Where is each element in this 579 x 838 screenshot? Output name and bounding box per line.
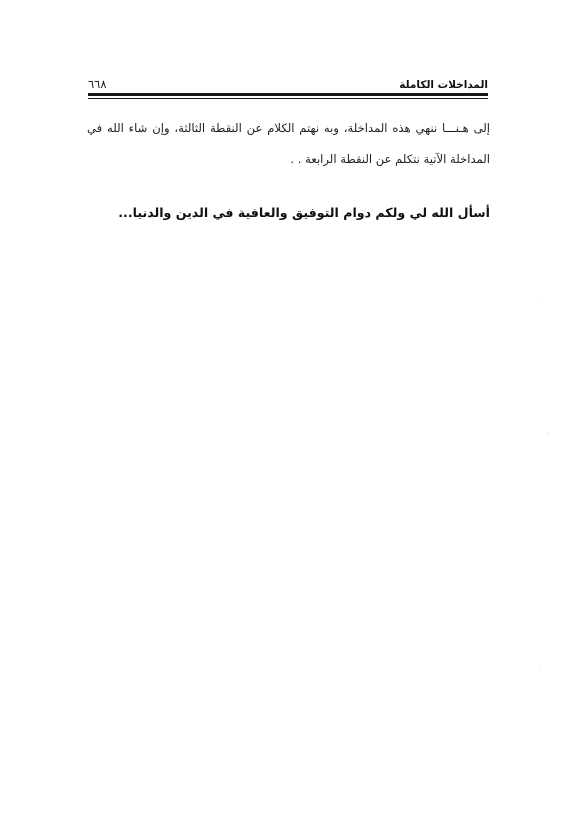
header-rule-thin bbox=[88, 98, 488, 99]
closing-supplication: أسأل الله لي ولكم دوام التوفيق والعافية في الدين والدنيا... bbox=[118, 205, 490, 220]
body-paragraph: إلى هـنـــا ننهي هذه المداخلة، وبه نهتم الكلام عن النقطة الثالثة، وإن شاء الله في المداخلة الآتية نتكلم عن النقطة الرابعة . . bbox=[87, 121, 490, 166]
scan-speck bbox=[539, 668, 540, 669]
header-rule-thick bbox=[88, 93, 488, 96]
page-number: ٦٦٨ bbox=[88, 76, 107, 91]
scan-speck bbox=[547, 432, 548, 433]
scan-speck bbox=[541, 298, 542, 299]
running-header-title: المداخلات الكاملة bbox=[399, 78, 488, 91]
page-header bbox=[88, 70, 488, 90]
